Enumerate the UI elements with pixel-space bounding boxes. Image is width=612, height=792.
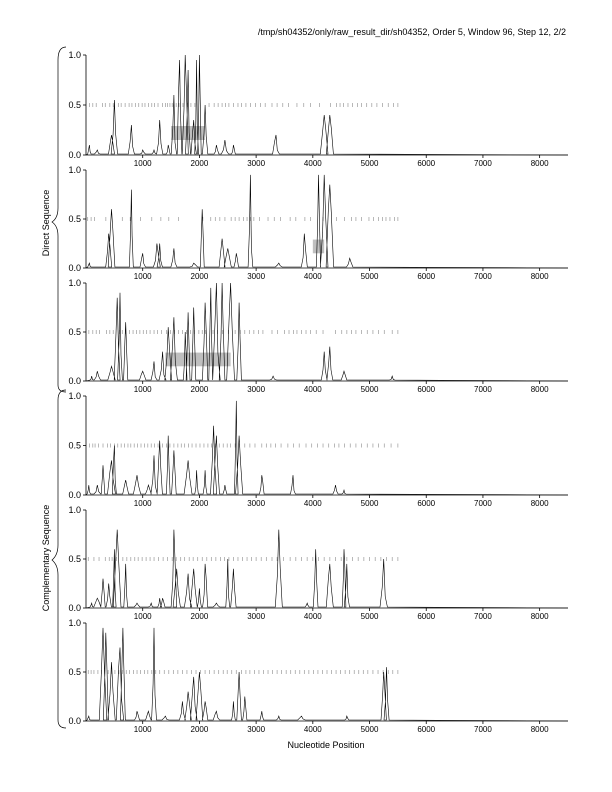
x-tick-label: 4000: [303, 159, 322, 168]
signal-line: [86, 175, 568, 268]
x-tick-label: 5000: [360, 272, 379, 281]
x-tick-label: 3000: [247, 725, 266, 734]
x-tick-label: 3000: [247, 385, 266, 394]
x-tick-label: 7000: [474, 612, 492, 621]
x-tick-label: 2000: [190, 499, 209, 508]
x-tick-label: 3000: [247, 159, 266, 168]
y-tick-label: 0.5: [68, 327, 81, 337]
x-tick-label: 1000: [133, 272, 152, 281]
x-tick-label: 7000: [474, 385, 492, 394]
panel-1: [68, 50, 568, 168]
group-label-direct: Direct Sequence: [41, 189, 51, 257]
x-tick-label: 7000: [474, 725, 492, 734]
x-tick-label: 7000: [474, 272, 492, 281]
x-tick-label: 8000: [530, 725, 549, 734]
x-tick-label: 1000: [133, 499, 152, 508]
x-tick-label: 5000: [360, 725, 379, 734]
y-tick-label: 0.0: [68, 150, 81, 160]
x-tick-label: 6000: [417, 612, 436, 621]
y-tick-label: 0.5: [68, 100, 81, 110]
panel-5: [68, 505, 568, 621]
signal-line: [86, 401, 568, 495]
signal-line: [86, 628, 568, 721]
x-tick-label: 3000: [247, 272, 266, 281]
panel-2: [68, 165, 568, 281]
x-tick-label: 1000: [133, 385, 152, 394]
y-tick-label: 0.0: [68, 603, 81, 613]
chart-title: /tmp/sh04352/only/raw_result_dir/sh04352, Order 5, Window 96, Step 12, 2/2: [257, 27, 566, 37]
group-label-complementary: Complementary Sequence: [41, 504, 51, 612]
x-tick-label: 6000: [417, 272, 436, 281]
x-tick-label: 4000: [303, 385, 322, 394]
panel-4: [68, 391, 568, 508]
x-tick-label: 3000: [247, 499, 266, 508]
x-tick-label: 5000: [360, 612, 379, 621]
x-tick-label: 4000: [303, 725, 322, 734]
x-tick-label: 1000: [133, 612, 152, 621]
group-brace-complementary: [52, 390, 66, 728]
x-tick-label: 2000: [190, 612, 209, 621]
x-tick-label: 4000: [303, 499, 322, 508]
x-tick-label: 7000: [474, 159, 492, 168]
panels: [68, 50, 568, 734]
x-tick-label: 6000: [417, 159, 436, 168]
x-tick-label: 5000: [360, 159, 379, 168]
x-tick-label: 6000: [417, 385, 436, 394]
x-tick-label: 8000: [530, 159, 549, 168]
x-tick-label: 1000: [133, 159, 152, 168]
y-tick-label: 0.0: [68, 490, 81, 500]
x-tick-label: 8000: [530, 612, 549, 621]
y-tick-label: 0.0: [68, 263, 81, 273]
x-tick-label: 2000: [190, 725, 209, 734]
y-tick-label: 0.0: [68, 716, 81, 726]
y-tick-label: 1.0: [68, 278, 81, 288]
x-tick-label: 8000: [530, 385, 549, 394]
panel-6: [68, 618, 568, 734]
x-tick-label: 3000: [247, 612, 266, 621]
y-tick-label: 0.5: [68, 667, 81, 677]
signal-line: [86, 530, 568, 608]
highlight-region-1: [313, 240, 324, 254]
x-tick-label: 8000: [530, 499, 549, 508]
x-tick-label: 6000: [417, 499, 436, 508]
x-tick-label: 1000: [133, 725, 152, 734]
y-tick-label: 1.0: [68, 391, 81, 401]
y-tick-label: 0.5: [68, 440, 81, 451]
y-tick-label: 1.0: [68, 165, 81, 175]
x-tick-label: 5000: [360, 499, 379, 508]
x-tick-label: 2000: [190, 272, 209, 281]
x-tick-label: 2000: [190, 159, 209, 168]
x-tick-label: 4000: [303, 612, 322, 621]
group-brace-direct: [52, 47, 66, 392]
x-tick-label: 7000: [474, 499, 492, 508]
y-tick-label: 0.0: [68, 376, 81, 386]
x-tick-label: 2000: [190, 385, 209, 394]
y-tick-label: 1.0: [68, 50, 81, 60]
x-tick-label: 5000: [360, 385, 379, 394]
signal-line: [86, 283, 568, 381]
x-tick-label: 4000: [303, 272, 322, 281]
y-tick-label: 1.0: [68, 505, 81, 515]
y-tick-label: 1.0: [68, 618, 81, 628]
y-tick-label: 0.5: [68, 554, 81, 564]
x-tick-label: 8000: [530, 272, 549, 281]
x-tick-label: 6000: [417, 725, 436, 734]
x-axis-label: Nucleotide Position: [287, 740, 365, 750]
panel-3: [68, 278, 568, 394]
y-tick-label: 0.5: [68, 214, 81, 224]
